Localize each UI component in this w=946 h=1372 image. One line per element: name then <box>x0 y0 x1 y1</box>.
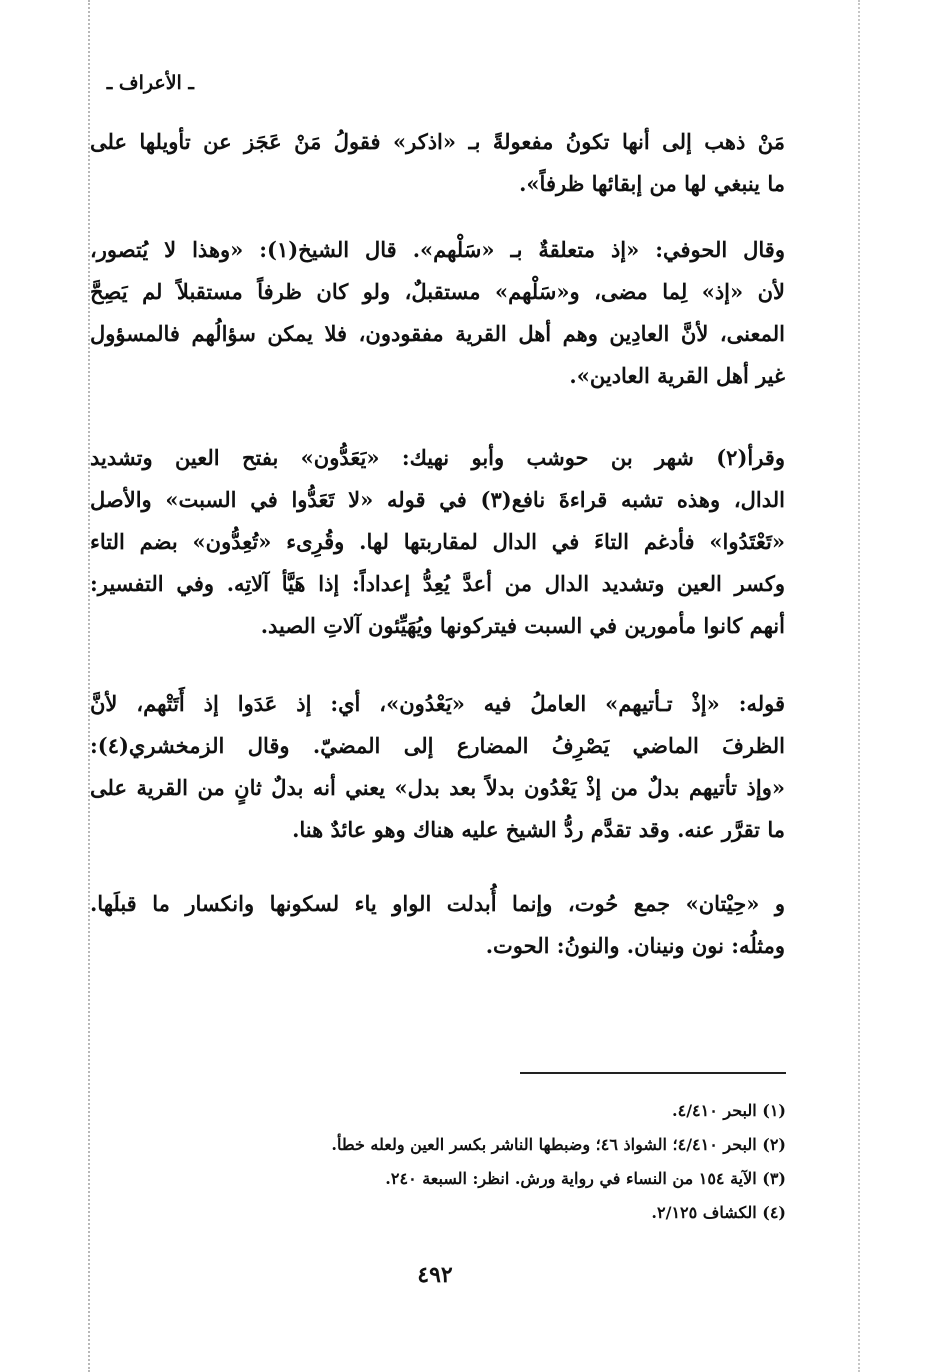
text-line: المعنى، لأنَّ العادِين وهم أهل القرية مفقودون، فلا يمكن سؤالُهم فالمسؤول <box>90 321 785 346</box>
text-line: لأن «إذ» لِما مضى، و«سَلْهم» مستقبلٌ، ولو كان ظرفاً مستقبلاً لم يَصِحَّ <box>90 279 785 304</box>
paragraph-1 <box>90 121 785 205</box>
text-line: مَنْ ذهب إلى أنها تكونُ مفعولةً بـ «اذكر» فقولُ مَنْ عَجَز عن تأويلها على <box>90 129 785 154</box>
footnote-item: (٣) الآية ١٥٤ من النساء في رواية ورش. انظر: السبعة ٢٤٠. <box>385 1169 786 1188</box>
body-text <box>90 121 785 967</box>
paragraph-4 <box>90 683 785 851</box>
footnote-item: (٢) البحر ٤/٤١٠؛ الشواذ ٤٦؛ وضبطها الناشر بكسر العين ولعله خطأ. <box>331 1135 786 1154</box>
paragraph-5 <box>90 883 785 967</box>
footnote-item: (٤) الكشاف ٢/١٢٥. <box>651 1203 786 1222</box>
text-line: الدال، وهذه تشبه قراءةَ نافع(٣) في قوله «لا تَعَدُّوا في السبت» والأصل <box>90 487 785 512</box>
text-line: «تَعْتَدُوا» فأدغم التاءَ في الدال لمقاربتها لها. وقُرِىء «تُعِدُّون» بضم التاء <box>90 529 785 554</box>
text-line: وقرأ(٢) شهر بن حوشب وأبو نهيك: «يَعَدُّون» بفتح العين وتشديد <box>90 445 785 470</box>
text-line: قوله: «إذْ تـأتيهم» العاملُ فيه «يَعْدُون»، أي: إذ عَدَوا إذ أَتَتْهم، لأنَّ <box>90 691 785 716</box>
paragraph-2 <box>90 229 785 397</box>
running-head: ـ الأعراف ـ <box>106 72 194 94</box>
text-line: وكسر العين وتشديد الدال من أعدَّ يُعِدُّ إعداداً: إذا هَيَّأ آلاتِه. وفي التفسير: <box>90 571 785 596</box>
text-line: «وإذ تأتيهم بدلٌ من إذْ يَعْدُون بدلاً بعد بدل» يعني أنه بدلٌ ثانٍ من القرية على <box>90 775 785 800</box>
text-line: ومثلُه: نون ونينان. والنونُ: الحوت. <box>485 933 785 958</box>
footnote-item: (١) البحر ٤/٤١٠. <box>672 1101 786 1120</box>
page-number: ٤٩٢ <box>417 1262 453 1288</box>
text-line: ما ينبغي لها من إبقائها ظرفاً». <box>519 171 785 196</box>
dotted-fold-line-right <box>858 0 860 1372</box>
text-line: ما تقرَّر عنه. وقد تقدَّم ردُّ الشيخ عليه هناك وهو عائدٌ هنا. <box>292 817 785 842</box>
footnotes <box>200 1094 786 1230</box>
text-line: أنهم كانوا مأمورين في السبت فيتركونها ويُهَيِّئون آلاتِ الصيد. <box>260 613 785 638</box>
text-line: و «حِيْتان» جمع حُوت، وإنما أُبدلت الواو ياء لسكونها وانكسار ما قبلَها. <box>90 891 785 916</box>
text-line: الظرفَ الماضي يَصْرِفُ المضارع إلى المضيّ. وقال الزمخشري(٤): <box>90 733 785 758</box>
footnote-divider <box>520 1072 786 1074</box>
text-line: غير أهل القرية العادين». <box>569 363 785 388</box>
text-line: وقال الحوفي: «إذ متعلقةٌ بـ «سَلْهم». قال الشيخ(١): «وهذا لا يُتصور، <box>90 237 785 262</box>
paragraph-3 <box>90 437 785 647</box>
